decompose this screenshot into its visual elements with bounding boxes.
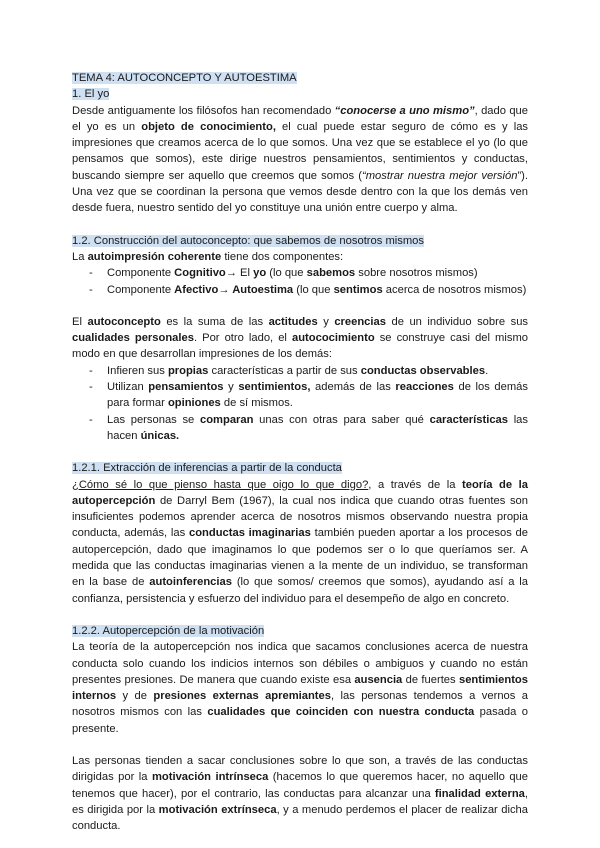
document-page: [72, 70, 528, 834]
list-item: - Componente Afectivo→ Autoestima (lo que sentimos acerca de nosotros mismos): [72, 282, 528, 298]
section-heading-construccion: 1.2. Construcción del autoconcepto: que sabemos de nosotros mismos: [72, 234, 424, 247]
list-item: - Componente Cognitivo→ El yo (lo que sabemos sobre nosotros mismos): [72, 265, 528, 281]
paragraph-autoconcepto: El autoconcepto es la suma de las actitudes y creencias de un individuo sobre sus cualidades personales. Por otro lado, el autococimiento se construye casi del mismo modo en que desarrollan impresiones de los demás:: [72, 315, 529, 361]
components-list: [72, 265, 528, 298]
page-title: TEMA 4: AUTOCONCEPTO Y AUTOESTIMA: [72, 72, 297, 84]
list-item: - Las personas se comparan unas con otras para saber qué características las hacen únicas.: [72, 412, 528, 445]
section-heading-motivacion: 1.2.2. Autopercepción de la motivación: [72, 624, 265, 637]
paragraph-motivacion-2: Las personas tienden a sacar conclusiones sobre lo que son, a través de las conductas dirigidas por la motivación intrínseca (hacemos lo que queremos hacer, no aquello que tenemos que hacer), por el contrario, las conductas para alcanzar una finalidad externa, es dirigida por la motivación extrínseca, y a menudo perdemos el placer de realizar dicha conducta.: [72, 754, 528, 833]
list-item: - Utilizan pensamientos y sentimientos, además de las reacciones de los demás para formar opiniones de sí mismos.: [72, 379, 528, 412]
paragraph-inferencias: ¿Cómo sé lo que pienso hasta que oigo lo que digo?, a través de la teoría de la autopercepción de Darryl Bem (1967), la cual nos indica que cuando otras fuentes son insuficientes podemos aprender acerca de nosotros mismos observando nuestra propia conducta, además, las conductas imaginarias también pueden aportar a los procesos de autopercepción, dado que imaginamos lo que podemos ser o lo que queríamos ser. A medida que las conductas imaginarias vienen a la mente de un individuo, se transforman en la base de autoinferencias (lo que somos/ creemos que somos), ayudando así a la confianza, persistencia y esfuerzo del individuo para el desempeño de algo en concreto.: [72, 478, 528, 605]
paragraph-motivacion-1: La teoría de la autopercepción nos indica que sacamos conclusiones acerca de nuestra conducta solo cuando los indicios internos son débiles o ambiguos y cuando no están presentes presiones. De manera que cuando existe esa ausencia de fuertes sentimientos internos y de presiones externas apremiantes, las personas tendemos a vernos a nosotros mismos con las cualidades que coinciden con nuestra conducta pasada o presente.: [72, 641, 528, 735]
paragraph-componentes-intro: La autoimpresión coherente tiene dos componentes:: [72, 250, 344, 263]
autoconocimiento-list: [72, 363, 528, 444]
paragraph-el-yo: Desde antiguamente los filósofos han recomendado “conocerse a uno mismo”, dado que el yo es un objeto de conocimiento, el cual puede estar seguro de cómo es y las impresiones que creamos acerca de lo que somos. Una vez que se establece el yo (lo que pensamos que somos), este dirige nuestros pensamientos, sentimientos y conductas, buscando siempre ser aquello que creemos que somos (“mostrar nuestra mejor versión”). Una vez que se coordinan la persona que vemos desde dentro con la que los demás ven desde fuera, nuestro sentido del yo constituye una unión entre cuerpo y alma.: [72, 104, 529, 215]
list-item: - Infieren sus propias características a partir de sus conductas observables.: [72, 363, 528, 379]
section-heading-el-yo: 1. El yo: [72, 88, 110, 101]
section-heading-inferencias: 1.2.1. Extracción de inferencias a partir de la conducta: [72, 462, 342, 475]
